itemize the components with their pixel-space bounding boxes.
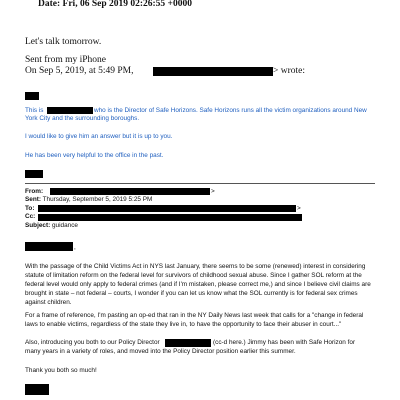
quote-suffix: > wrote: <box>273 66 306 76</box>
body-paragraph-1: With the passage of the Child Victims Act in NYS last January, there seems to be some (renewed) interest in considering statute of limitation reform on the federal level for survivors of childhood sexual abuse. Since I gather SOL reform at the federal level would only apply to federal crimes (and if I'm mistaken, please correct me,) and since I believe civil claims are brought in state – not federal – courts, I wonder if you can let us know what the SOL currently is for federal sex crimes against children. <box>25 263 371 306</box>
note-p1-end: York City and the surrounding boroughs. <box>25 115 140 122</box>
divider <box>25 183 375 184</box>
redaction-to <box>38 205 296 212</box>
body-paragraph-3-end: many years in a variety of roles, and moved into the Policy Director position earlier this summer. <box>25 348 296 355</box>
subject-line <box>25 221 78 230</box>
redaction-name-1 <box>47 107 93 114</box>
reply-line-2: Sent from my iPhone <box>25 55 107 65</box>
redaction-cc <box>38 214 302 221</box>
redaction-from <box>50 188 210 195</box>
redaction-policy-director <box>165 339 211 347</box>
to-label: To: <box>25 205 35 212</box>
to-suffix: > <box>297 205 301 212</box>
quote-prefix: On Sep 5, 2019, at 5:49 PM, <box>25 66 134 76</box>
subject-label: Subject: <box>25 222 51 229</box>
redaction-greeting-2 <box>25 242 73 251</box>
cc-label: Cc: <box>25 213 36 220</box>
sent-label: Sent: <box>25 196 41 203</box>
greeting-suffix: , <box>74 244 76 251</box>
body-paragraph-3-mid: (cc-d here.) Jimmy has been with Safe Horizon for <box>213 339 356 346</box>
redaction-sender-email <box>153 67 273 76</box>
date-label: Date: <box>38 0 61 9</box>
quote-intro <box>25 66 133 76</box>
note-p2: I would like to give him an answer but it is up to you. <box>25 133 173 140</box>
from-suffix: > <box>211 188 215 195</box>
redaction-greeting-1 <box>25 92 39 100</box>
from-label: From: <box>25 188 44 195</box>
sent-line <box>25 195 152 204</box>
subject-value: guidance <box>52 222 78 229</box>
sent-value: Thursday, September 5, 2019 5:25 PM <box>42 196 153 203</box>
note-p1-mid: who is the Director of Safe Horizons. Safe Horizons runs all the victim organizations around New <box>94 107 367 114</box>
note-p3: He has been very helpful to the office in the past. <box>25 152 164 159</box>
cc-line <box>25 212 35 221</box>
note-p1-start: This is <box>25 107 44 114</box>
reply-line-1: Let's talk tomorrow. <box>25 37 102 47</box>
date-value: Fri, 06 Sep 2019 02:26:55 +0000 <box>62 0 192 9</box>
body-paragraph-3-start: Also, introducing you both to our Policy Director <box>25 339 160 346</box>
date-line <box>38 0 192 9</box>
redaction-signature-1 <box>25 170 43 178</box>
body-paragraph-4: Thank you both so much! <box>25 367 97 374</box>
redaction-signature-2 <box>25 384 49 395</box>
body-paragraph-2: For a frame of reference, I'm pasting an op-ed that ran in the NY Daily News last week that calls for a "change in federal laws to enable victims, regardless of the state they live in, to have the opportunity to face their abuser in court..." <box>25 312 364 328</box>
